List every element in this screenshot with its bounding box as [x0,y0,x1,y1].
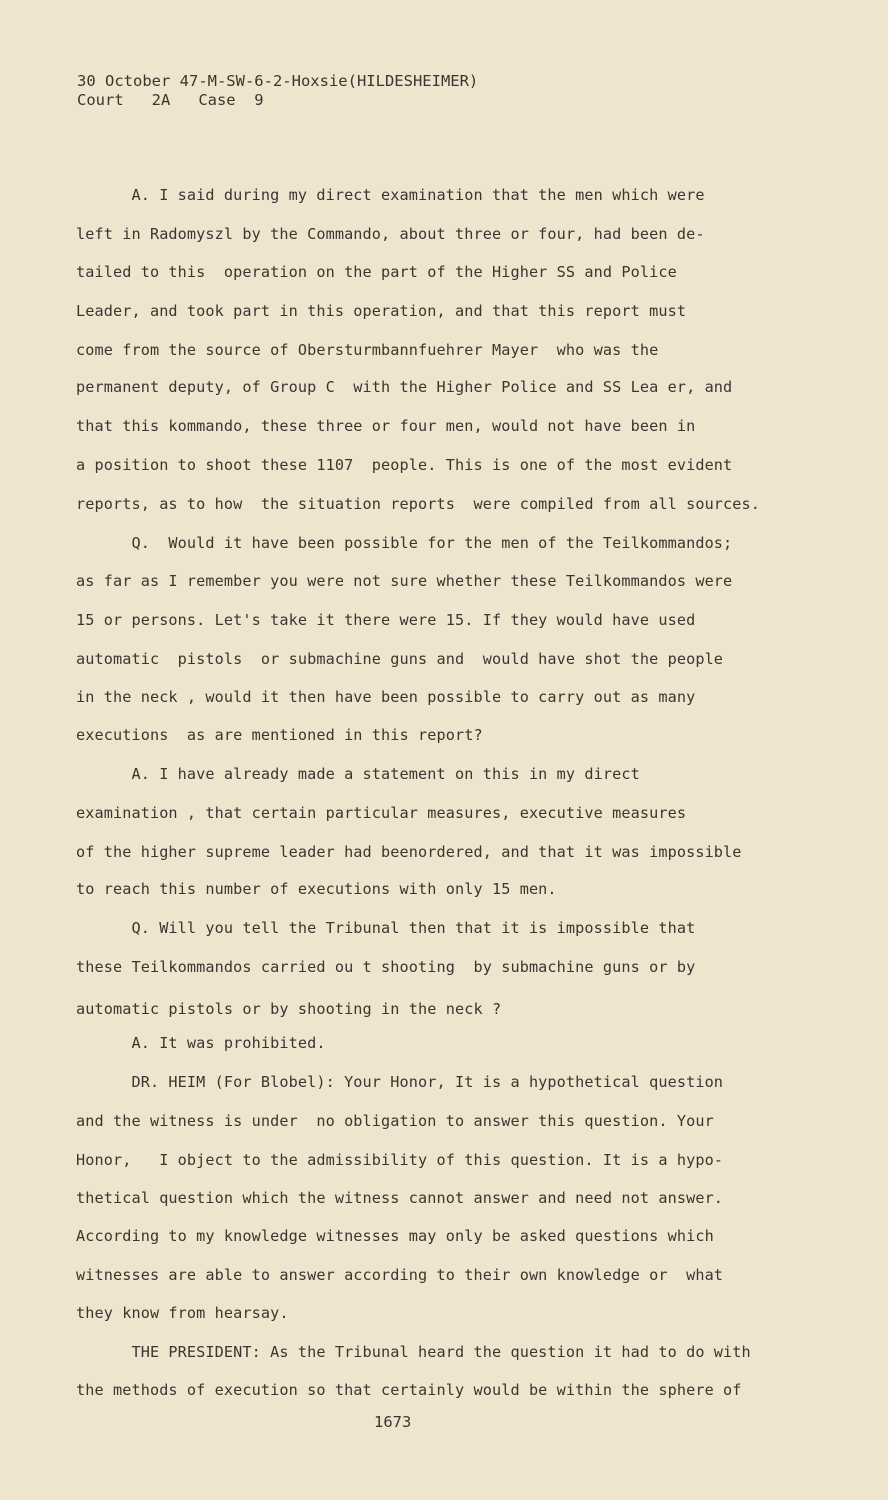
text-line: A. I said during my direct examination that the men which were [76,186,705,204]
text-line: examination , that certain particular measures, executive measures [76,804,687,822]
page-number: 1673 [374,1413,412,1431]
text-line: witnesses are able to answer according to their own knowledge or what [76,1266,724,1284]
text-line: that this kommando, these three or four men, would not have been in [76,417,696,435]
text-line: tailed to this operation on the part of the Higher SS and Police [76,263,677,281]
header-line-1: 30 October 47-M-SW-6-2-Hoxsie(HILDESHEIMER) [77,72,479,90]
text-line: A. It was prohibited. [76,1034,326,1052]
text-line: they know from hearsay. [76,1304,289,1322]
text-line: to reach this number of executions with only 15 men. [76,880,557,898]
text-line: DR. HEIM (For Blobel): Your Honor, It is a hypothetical question [76,1073,724,1091]
text-line: a position to shoot these 1107 people. This is one of the most evident [76,456,733,474]
text-line: Leader, and took part in this operation, and that this report must [76,302,687,320]
text-line: reports, as to how the situation reports were compiled from all sources. [76,495,761,513]
text-line: these Teilkommandos carried ou t shooting by submachine guns or by [76,958,696,976]
text-line: THE PRESIDENT: As the Tribunal heard the question it had to do with [76,1343,751,1361]
header-line-2: Court 2A Case 9 [77,91,264,109]
text-line: Q. Will you tell the Tribunal then that it is impossible that [76,919,696,937]
text-line: of the higher supreme leader had beenordered, and that it was impossible [76,843,742,861]
text-line: 15 or persons. Let's take it there were 15. If they would have used [76,611,696,629]
text-line: automatic pistols or submachine guns and would have shot the people [76,650,724,668]
text-line: the methods of execution so that certainly would be within the sphere of [76,1381,742,1399]
document-header [77,72,478,110]
text-line: thetical question which the witness cannot answer and need not answer. [76,1189,724,1207]
text-line: permanent deputy, of Group C with the Higher Police and SS Lea er, and [76,378,733,396]
text-line: A. I have already made a statement on this in my direct [76,765,640,783]
text-line: executions as are mentioned in this report? [76,726,483,744]
text-line: left in Radomyszl by the Commando, about three or four, had been de- [76,225,705,243]
text-line: come from the source of Obersturmbannfuehrer Mayer who was the [76,341,659,359]
text-line: Honor, I object to the admissibility of this question. It is a hypo- [76,1151,724,1169]
text-line: in the neck , would it then have been possible to carry out as many [76,688,696,706]
text-line: and the witness is under no obligation to answer this question. Your [76,1112,714,1130]
text-line: automatic pistols or by shooting in the neck ? [76,1000,502,1018]
text-line: According to my knowledge witnesses may only be asked questions which [76,1227,714,1245]
text-line: Q. Would it have been possible for the men of the Teilkommandos; [76,534,733,552]
text-line: as far as I remember you were not sure whether these Teilkommandos were [76,572,733,590]
